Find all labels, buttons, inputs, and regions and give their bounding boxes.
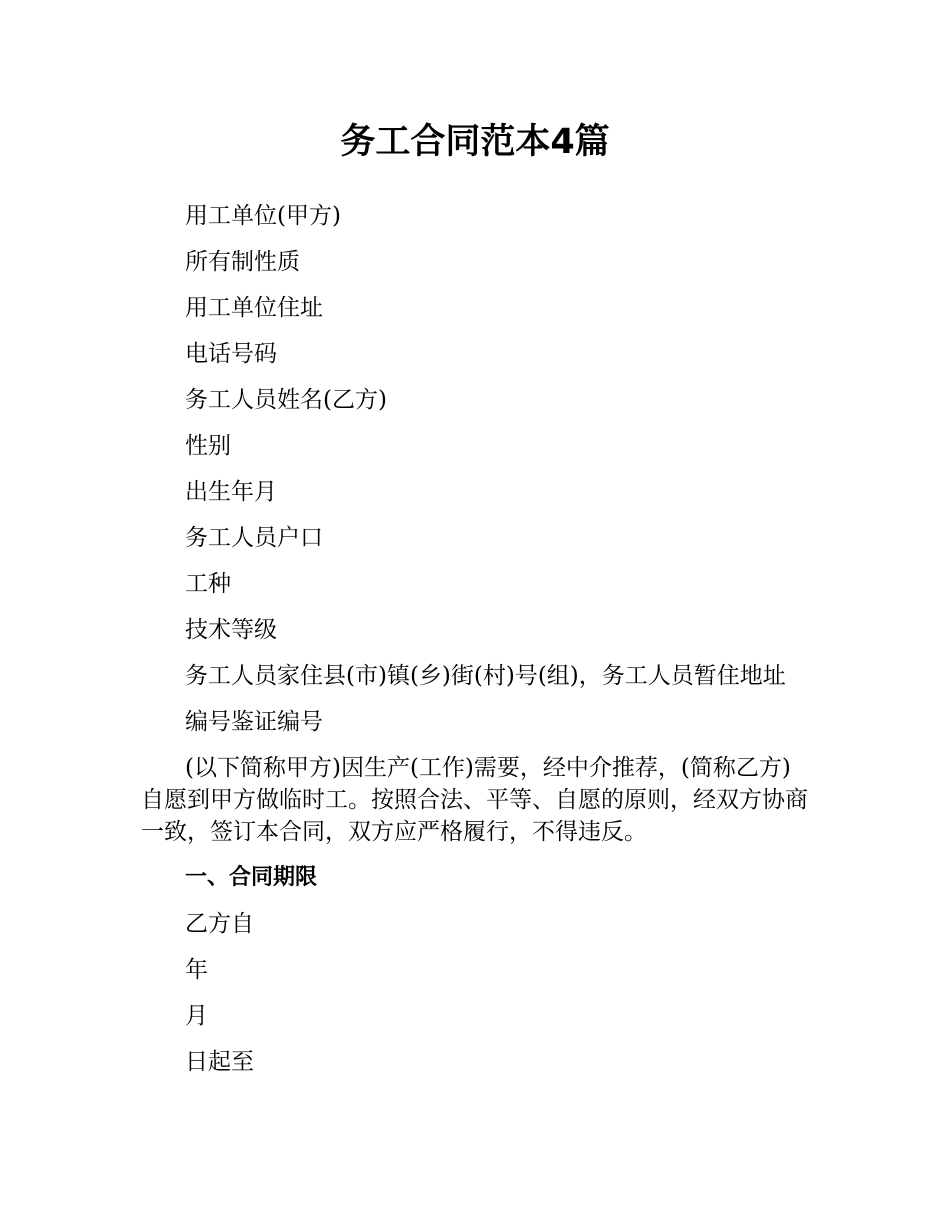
- field-worker-name: 务工人员姓名(乙方): [185, 387, 387, 413]
- field-job-type: 工种: [185, 571, 231, 597]
- term-line-year: 年: [185, 957, 208, 983]
- document-body: [141, 200, 811, 1092]
- field-serial-number: 编号鉴证编号: [185, 709, 323, 735]
- document-title: 务工合同范本4篇: [340, 122, 610, 162]
- term-line-from: 乙方自: [185, 911, 254, 937]
- field-worker-household: 务工人员户口: [185, 525, 323, 551]
- contract-preamble: (以下简称甲方)因生产(工作)需要，经中介推荐，(简称乙方)自愿到甲方做临时工。按照合法、平等、自愿的原则，经双方协商一致，签订本合同，双方应严格履行，不得违反。: [141, 755, 808, 845]
- field-gender: 性别: [185, 433, 231, 459]
- field-employer: 用工单位(甲方): [185, 203, 341, 229]
- field-ownership-type: 所有制性质: [185, 249, 300, 275]
- field-phone-number: 电话号码: [185, 341, 277, 367]
- field-birth-date: 出生年月: [185, 479, 277, 505]
- section-heading-contract-term: 一、合同期限: [185, 865, 318, 890]
- field-worker-residence: 务工人员家住县(市)镇(乡)街(村)号(组)，务工人员暂住地址: [185, 663, 786, 689]
- field-skill-level: 技术等级: [185, 617, 277, 643]
- field-employer-address: 用工单位住址: [185, 295, 323, 321]
- term-line-month: 月: [185, 1003, 208, 1029]
- term-line-day-until: 日起至: [185, 1049, 254, 1075]
